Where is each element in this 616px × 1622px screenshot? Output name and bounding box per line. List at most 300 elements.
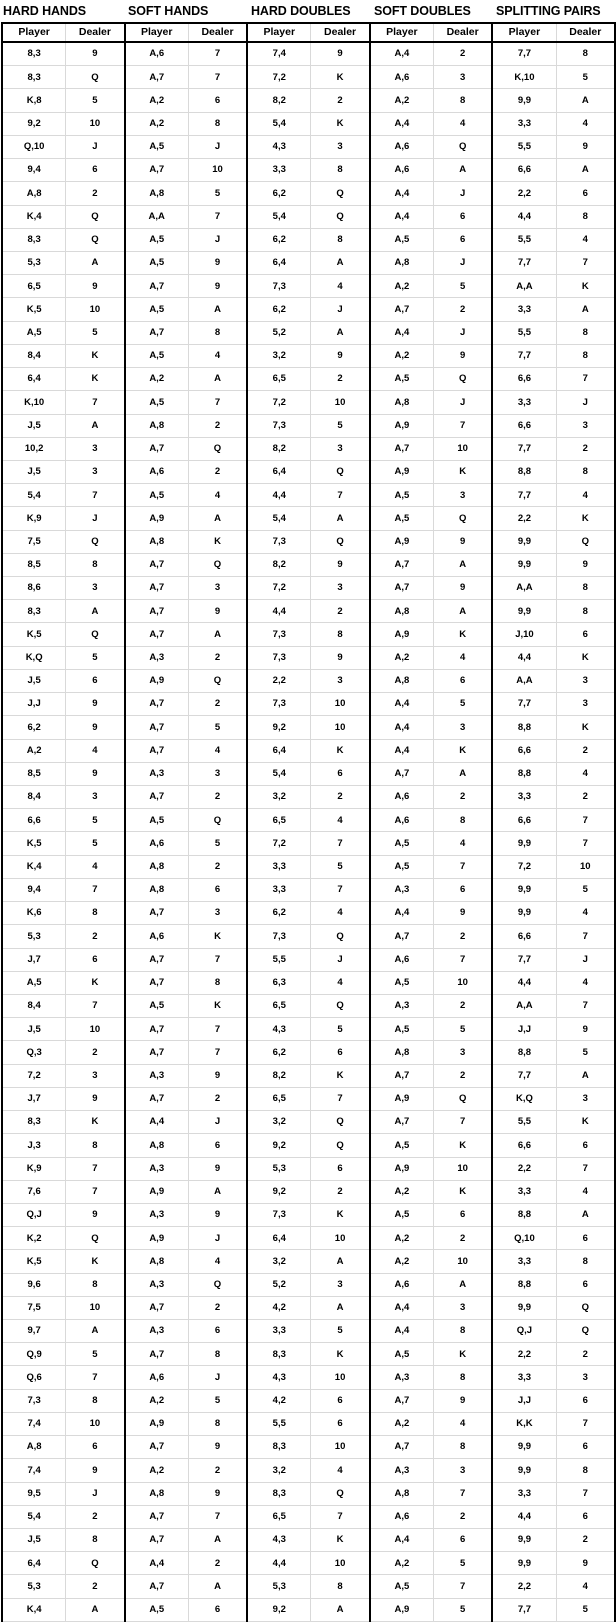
player-cell[interactable]: A,7 (370, 1111, 434, 1134)
player-cell[interactable]: 6,2 (2, 716, 66, 739)
player-cell[interactable]: A,9 (370, 530, 434, 553)
dealer-cell[interactable]: 10 (188, 159, 247, 182)
player-cell[interactable]: A,7 (125, 577, 189, 600)
dealer-cell[interactable]: 9 (66, 1459, 125, 1482)
player-cell[interactable]: A,7 (125, 739, 189, 762)
dealer-cell[interactable]: 7 (188, 42, 247, 66)
dealer-cell[interactable]: Q (66, 228, 125, 251)
player-cell[interactable]: 8,5 (2, 553, 66, 576)
player-cell[interactable]: 7,4 (2, 1459, 66, 1482)
dealer-cell[interactable]: 4 (188, 344, 247, 367)
dealer-cell[interactable]: 6 (556, 1227, 615, 1250)
player-cell[interactable]: 7,2 (247, 577, 311, 600)
dealer-cell[interactable]: 7 (311, 1505, 370, 1528)
dealer-cell[interactable]: 4 (556, 902, 615, 925)
dealer-cell[interactable]: 7 (311, 484, 370, 507)
dealer-cell[interactable]: Q (66, 530, 125, 553)
dealer-cell[interactable]: 3 (556, 693, 615, 716)
dealer-cell[interactable]: 6 (188, 1598, 247, 1621)
player-cell[interactable]: 5,5 (247, 1412, 311, 1435)
player-cell[interactable]: 9,2 (247, 1134, 311, 1157)
dealer-cell[interactable]: A (311, 1598, 370, 1621)
player-cell[interactable]: 8,8 (492, 1203, 556, 1226)
dealer-cell[interactable]: J (188, 1227, 247, 1250)
player-cell[interactable]: A,8 (2, 182, 66, 205)
player-cell[interactable]: 7,2 (247, 391, 311, 414)
dealer-cell[interactable]: 7 (556, 809, 615, 832)
player-cell[interactable]: 3,2 (247, 1250, 311, 1273)
player-cell[interactable]: A,5 (370, 1343, 434, 1366)
player-cell[interactable]: 7,7 (492, 437, 556, 460)
dealer-cell[interactable]: 2 (556, 1343, 615, 1366)
dealer-cell[interactable]: J (188, 1366, 247, 1389)
player-cell[interactable]: A,5 (125, 344, 189, 367)
dealer-cell[interactable]: K (556, 275, 615, 298)
player-header[interactable]: Player (2, 23, 66, 42)
player-cell[interactable]: 8,8 (492, 1041, 556, 1064)
dealer-cell[interactable]: 2 (66, 1575, 125, 1598)
dealer-cell[interactable]: 6 (434, 228, 493, 251)
player-cell[interactable]: 8,5 (2, 762, 66, 785)
player-cell[interactable]: A,4 (370, 1529, 434, 1552)
player-cell[interactable]: A,7 (125, 1087, 189, 1110)
dealer-cell[interactable]: Q (311, 530, 370, 553)
player-cell[interactable]: K,Q (2, 646, 66, 669)
dealer-cell[interactable]: 3 (556, 414, 615, 437)
player-cell[interactable]: 6,4 (2, 368, 66, 391)
dealer-cell[interactable]: 7 (188, 948, 247, 971)
player-cell[interactable]: A,7 (125, 1575, 189, 1598)
dealer-cell[interactable]: K (311, 1064, 370, 1087)
player-cell[interactable]: 9,9 (492, 1296, 556, 1319)
dealer-cell[interactable]: 8 (556, 460, 615, 483)
player-cell[interactable]: 8,3 (247, 1482, 311, 1505)
dealer-cell[interactable]: 4 (556, 112, 615, 135)
player-cell[interactable]: K,6 (2, 902, 66, 925)
player-cell[interactable]: A,9 (125, 507, 189, 530)
player-cell[interactable]: A,8 (125, 1250, 189, 1273)
dealer-cell[interactable]: 4 (188, 739, 247, 762)
dealer-cell[interactable]: 3 (188, 762, 247, 785)
dealer-cell[interactable]: 9 (556, 1018, 615, 1041)
player-cell[interactable]: 8,4 (2, 344, 66, 367)
dealer-cell[interactable]: 2 (66, 182, 125, 205)
player-cell[interactable]: A,7 (125, 971, 189, 994)
player-cell[interactable]: A,7 (125, 437, 189, 460)
player-cell[interactable]: 4,4 (247, 1552, 311, 1575)
player-cell[interactable]: 7,7 (492, 484, 556, 507)
dealer-cell[interactable]: 3 (66, 460, 125, 483)
dealer-cell[interactable]: 2 (188, 1552, 247, 1575)
player-cell[interactable]: 6,5 (247, 809, 311, 832)
dealer-cell[interactable]: K (556, 716, 615, 739)
player-cell[interactable]: A,8 (125, 855, 189, 878)
dealer-cell[interactable]: K (434, 1180, 493, 1203)
player-cell[interactable]: 4,2 (247, 1296, 311, 1319)
player-cell[interactable]: A,7 (370, 437, 434, 460)
dealer-cell[interactable]: 5 (311, 855, 370, 878)
player-cell[interactable]: A,A (125, 205, 189, 228)
player-cell[interactable]: A,4 (370, 112, 434, 135)
player-cell[interactable]: J,5 (2, 669, 66, 692)
dealer-cell[interactable]: 3 (188, 577, 247, 600)
dealer-cell[interactable]: 2 (434, 786, 493, 809)
dealer-cell[interactable]: 6 (311, 1412, 370, 1435)
dealer-cell[interactable]: K (556, 646, 615, 669)
dealer-cell[interactable]: 9 (556, 553, 615, 576)
dealer-cell[interactable]: 6 (434, 1529, 493, 1552)
player-cell[interactable]: J,J (492, 1018, 556, 1041)
dealer-cell[interactable]: A (311, 507, 370, 530)
player-cell[interactable]: A,5 (370, 228, 434, 251)
player-cell[interactable]: 7,5 (2, 1296, 66, 1319)
player-cell[interactable]: 3,3 (247, 159, 311, 182)
player-cell[interactable]: A,5 (370, 832, 434, 855)
player-cell[interactable]: K,4 (2, 1598, 66, 1621)
dealer-cell[interactable]: 3 (66, 786, 125, 809)
dealer-cell[interactable]: 10 (434, 971, 493, 994)
player-cell[interactable]: 6,2 (247, 298, 311, 321)
dealer-cell[interactable]: 5 (66, 321, 125, 344)
player-cell[interactable]: A,5 (370, 1018, 434, 1041)
player-cell[interactable]: Q,J (492, 1320, 556, 1343)
player-cell[interactable]: 5,3 (2, 925, 66, 948)
dealer-cell[interactable]: Q (311, 925, 370, 948)
player-cell[interactable]: 7,3 (247, 275, 311, 298)
dealer-cell[interactable]: 4 (434, 646, 493, 669)
player-cell[interactable]: A,8 (125, 1482, 189, 1505)
player-cell[interactable]: A,3 (125, 1320, 189, 1343)
dealer-cell[interactable]: Q (311, 460, 370, 483)
player-cell[interactable]: 5,3 (2, 251, 66, 274)
dealer-cell[interactable]: 4 (556, 971, 615, 994)
dealer-cell[interactable]: 2 (311, 368, 370, 391)
dealer-cell[interactable]: 10 (311, 1552, 370, 1575)
player-cell[interactable]: A,7 (125, 1529, 189, 1552)
dealer-cell[interactable]: 2 (311, 600, 370, 623)
player-cell[interactable]: 3,3 (247, 1320, 311, 1343)
dealer-cell[interactable]: A (556, 159, 615, 182)
player-cell[interactable]: 4,4 (492, 971, 556, 994)
dealer-cell[interactable]: 7 (556, 1157, 615, 1180)
player-cell[interactable]: A,8 (2, 1436, 66, 1459)
dealer-cell[interactable]: 8 (311, 228, 370, 251)
dealer-cell[interactable]: 2 (434, 994, 493, 1017)
dealer-cell[interactable]: J (434, 391, 493, 414)
player-cell[interactable]: 9,9 (492, 878, 556, 901)
player-cell[interactable]: 9,5 (2, 1482, 66, 1505)
player-cell[interactable]: J,J (492, 1389, 556, 1412)
dealer-cell[interactable]: Q (66, 623, 125, 646)
player-cell[interactable]: J,7 (2, 948, 66, 971)
dealer-cell[interactable]: K (188, 925, 247, 948)
player-cell[interactable]: 9,9 (492, 1552, 556, 1575)
dealer-cell[interactable]: 5 (556, 1598, 615, 1621)
dealer-cell[interactable]: 2 (311, 786, 370, 809)
player-cell[interactable]: 2,2 (247, 669, 311, 692)
dealer-cell[interactable]: 5 (556, 1041, 615, 1064)
player-cell[interactable]: A,6 (125, 925, 189, 948)
dealer-cell[interactable]: K (66, 368, 125, 391)
player-cell[interactable]: 9,9 (492, 530, 556, 553)
player-cell[interactable]: A,7 (370, 1064, 434, 1087)
player-cell[interactable]: 6,6 (492, 925, 556, 948)
player-cell[interactable]: A,7 (125, 716, 189, 739)
player-cell[interactable]: 8,8 (492, 1273, 556, 1296)
player-header[interactable]: Player (370, 23, 434, 42)
dealer-cell[interactable]: 7 (556, 1482, 615, 1505)
player-cell[interactable]: A,5 (370, 1134, 434, 1157)
player-header[interactable]: Player (247, 23, 311, 42)
dealer-cell[interactable]: 2 (311, 89, 370, 112)
dealer-cell[interactable]: 7 (311, 1087, 370, 1110)
player-cell[interactable]: 8,3 (247, 1343, 311, 1366)
dealer-cell[interactable]: 2 (66, 1505, 125, 1528)
player-cell[interactable]: 7,4 (247, 42, 311, 66)
player-cell[interactable]: 8,3 (2, 42, 66, 66)
dealer-cell[interactable]: J (434, 251, 493, 274)
dealer-cell[interactable]: Q (434, 135, 493, 158)
dealer-cell[interactable]: 8 (188, 1412, 247, 1435)
dealer-cell[interactable]: 6 (556, 1389, 615, 1412)
dealer-cell[interactable]: J (311, 948, 370, 971)
dealer-cell[interactable]: 5 (434, 275, 493, 298)
dealer-cell[interactable]: K (556, 1111, 615, 1134)
dealer-cell[interactable]: 8 (66, 1529, 125, 1552)
dealer-cell[interactable]: Q (66, 66, 125, 89)
player-cell[interactable]: A,7 (125, 1041, 189, 1064)
dealer-cell[interactable]: A (66, 600, 125, 623)
player-cell[interactable]: A,4 (370, 205, 434, 228)
player-cell[interactable]: 8,8 (492, 460, 556, 483)
dealer-cell[interactable]: 2 (556, 1529, 615, 1552)
dealer-header[interactable]: Dealer (434, 23, 493, 42)
dealer-cell[interactable]: 2 (188, 1087, 247, 1110)
player-cell[interactable]: 8,3 (2, 228, 66, 251)
player-cell[interactable]: A,8 (370, 669, 434, 692)
dealer-cell[interactable]: 4 (66, 855, 125, 878)
dealer-cell[interactable]: 4 (188, 484, 247, 507)
dealer-cell[interactable]: 2 (556, 437, 615, 460)
dealer-cell[interactable]: 8 (434, 1436, 493, 1459)
player-cell[interactable]: 6,5 (247, 994, 311, 1017)
player-cell[interactable]: A,3 (125, 1273, 189, 1296)
player-cell[interactable]: 5,3 (247, 1575, 311, 1598)
dealer-cell[interactable]: K (434, 1134, 493, 1157)
player-cell[interactable]: 2,2 (492, 182, 556, 205)
player-cell[interactable]: A,3 (370, 878, 434, 901)
dealer-cell[interactable]: 4 (188, 1250, 247, 1273)
dealer-cell[interactable]: 6 (556, 1436, 615, 1459)
player-cell[interactable]: A,8 (125, 530, 189, 553)
dealer-cell[interactable]: 8 (311, 1575, 370, 1598)
dealer-cell[interactable]: 2 (188, 855, 247, 878)
player-cell[interactable]: Q,3 (2, 1041, 66, 1064)
player-cell[interactable]: 2,2 (492, 1575, 556, 1598)
player-cell[interactable]: 4,4 (492, 646, 556, 669)
player-cell[interactable]: A,9 (370, 1598, 434, 1621)
player-cell[interactable]: K,10 (2, 391, 66, 414)
dealer-cell[interactable]: K (311, 1529, 370, 1552)
dealer-cell[interactable]: 9 (188, 1482, 247, 1505)
dealer-cell[interactable]: 8 (434, 1320, 493, 1343)
dealer-cell[interactable]: 8 (556, 42, 615, 66)
dealer-header[interactable]: Dealer (311, 23, 370, 42)
player-cell[interactable]: A,9 (370, 1157, 434, 1180)
player-cell[interactable]: 7,3 (247, 530, 311, 553)
player-cell[interactable]: A,8 (370, 600, 434, 623)
player-cell[interactable]: K,8 (2, 89, 66, 112)
player-cell[interactable]: 7,2 (2, 1064, 66, 1087)
dealer-cell[interactable]: 7 (66, 1157, 125, 1180)
dealer-cell[interactable]: K (311, 739, 370, 762)
dealer-cell[interactable]: Q (311, 1134, 370, 1157)
player-cell[interactable]: A,8 (125, 414, 189, 437)
player-cell[interactable]: A,7 (370, 1436, 434, 1459)
dealer-cell[interactable]: 9 (434, 1389, 493, 1412)
player-cell[interactable]: A,7 (370, 298, 434, 321)
player-cell[interactable]: J,J (2, 693, 66, 716)
player-cell[interactable]: A,2 (370, 1180, 434, 1203)
dealer-cell[interactable]: 2 (556, 786, 615, 809)
dealer-cell[interactable]: 6 (556, 182, 615, 205)
player-cell[interactable]: 4,4 (492, 205, 556, 228)
dealer-cell[interactable]: Q (188, 1273, 247, 1296)
player-header[interactable]: Player (125, 23, 189, 42)
dealer-cell[interactable]: Q (66, 1552, 125, 1575)
player-cell[interactable]: A,6 (125, 42, 189, 66)
dealer-cell[interactable]: 10 (556, 855, 615, 878)
dealer-cell[interactable]: 7 (434, 948, 493, 971)
dealer-cell[interactable]: 4 (556, 1180, 615, 1203)
dealer-cell[interactable]: K (434, 623, 493, 646)
dealer-cell[interactable]: 2 (188, 786, 247, 809)
dealer-cell[interactable]: 7 (556, 1412, 615, 1435)
dealer-cell[interactable]: 9 (66, 1203, 125, 1226)
player-cell[interactable]: 9,6 (2, 1273, 66, 1296)
dealer-cell[interactable]: 3 (434, 66, 493, 89)
dealer-cell[interactable]: 3 (66, 1064, 125, 1087)
player-cell[interactable]: 7,3 (2, 1389, 66, 1412)
dealer-cell[interactable]: 7 (66, 994, 125, 1017)
dealer-cell[interactable]: 5 (434, 1018, 493, 1041)
player-cell[interactable]: 6,5 (2, 275, 66, 298)
player-cell[interactable]: 4,4 (492, 1505, 556, 1528)
player-cell[interactable]: 3,3 (492, 391, 556, 414)
player-cell[interactable]: 6,4 (247, 460, 311, 483)
player-cell[interactable]: 3,3 (492, 1250, 556, 1273)
player-cell[interactable]: 7,7 (492, 1598, 556, 1621)
player-cell[interactable]: A,4 (370, 902, 434, 925)
dealer-cell[interactable]: 9 (188, 1157, 247, 1180)
player-cell[interactable]: 3,3 (247, 878, 311, 901)
player-cell[interactable]: A,4 (125, 1111, 189, 1134)
dealer-cell[interactable]: 2 (188, 414, 247, 437)
player-cell[interactable]: 6,6 (2, 809, 66, 832)
dealer-cell[interactable]: 10 (66, 1412, 125, 1435)
dealer-cell[interactable]: 3 (434, 1296, 493, 1319)
player-cell[interactable]: 7,3 (247, 925, 311, 948)
dealer-cell[interactable]: 7 (434, 855, 493, 878)
dealer-cell[interactable]: 5 (188, 1389, 247, 1412)
player-cell[interactable]: 6,2 (247, 182, 311, 205)
dealer-cell[interactable]: A (188, 368, 247, 391)
player-cell[interactable]: 8,2 (247, 553, 311, 576)
dealer-cell[interactable]: 3 (434, 484, 493, 507)
player-cell[interactable]: 7,5 (2, 530, 66, 553)
player-cell[interactable]: A,5 (125, 994, 189, 1017)
dealer-cell[interactable]: 3 (188, 902, 247, 925)
player-cell[interactable]: K,5 (2, 623, 66, 646)
player-cell[interactable]: A,2 (125, 368, 189, 391)
dealer-cell[interactable]: 9 (311, 646, 370, 669)
dealer-cell[interactable]: 7 (188, 1018, 247, 1041)
player-cell[interactable]: Q,10 (2, 135, 66, 158)
dealer-cell[interactable]: K (188, 530, 247, 553)
dealer-cell[interactable]: 7 (188, 391, 247, 414)
dealer-cell[interactable]: A (434, 159, 493, 182)
dealer-cell[interactable]: 10 (434, 437, 493, 460)
player-cell[interactable]: A,6 (370, 1273, 434, 1296)
dealer-cell[interactable]: 2 (434, 1227, 493, 1250)
dealer-cell[interactable]: 5 (434, 1598, 493, 1621)
dealer-cell[interactable]: Q (556, 530, 615, 553)
dealer-cell[interactable]: 3 (556, 669, 615, 692)
player-cell[interactable]: A,5 (370, 507, 434, 530)
player-header[interactable]: Player (492, 23, 556, 42)
dealer-cell[interactable]: 3 (311, 437, 370, 460)
player-cell[interactable]: A,9 (370, 414, 434, 437)
dealer-cell[interactable]: 8 (556, 1250, 615, 1273)
player-cell[interactable]: 3,3 (492, 112, 556, 135)
dealer-cell[interactable]: 6 (434, 669, 493, 692)
player-cell[interactable]: 9,9 (492, 600, 556, 623)
player-cell[interactable]: A,9 (125, 1180, 189, 1203)
dealer-header[interactable]: Dealer (556, 23, 615, 42)
player-cell[interactable]: 6,4 (247, 739, 311, 762)
dealer-cell[interactable]: J (434, 321, 493, 344)
player-cell[interactable]: 2,2 (492, 1343, 556, 1366)
player-cell[interactable]: A,7 (125, 553, 189, 576)
player-cell[interactable]: A,4 (370, 693, 434, 716)
dealer-cell[interactable]: K (188, 994, 247, 1017)
dealer-cell[interactable]: 8 (556, 344, 615, 367)
dealer-cell[interactable]: J (188, 1111, 247, 1134)
player-cell[interactable]: A,5 (125, 484, 189, 507)
dealer-cell[interactable]: 9 (188, 251, 247, 274)
player-cell[interactable]: A,3 (125, 1203, 189, 1226)
dealer-cell[interactable]: J (66, 507, 125, 530)
dealer-cell[interactable]: J (66, 1482, 125, 1505)
player-cell[interactable]: 3,2 (247, 344, 311, 367)
dealer-cell[interactable]: 4 (311, 1459, 370, 1482)
player-cell[interactable]: A,5 (125, 809, 189, 832)
dealer-cell[interactable]: 6 (188, 1134, 247, 1157)
player-cell[interactable]: 9,2 (247, 1598, 311, 1621)
dealer-cell[interactable]: 9 (188, 275, 247, 298)
dealer-cell[interactable]: 8 (188, 112, 247, 135)
player-cell[interactable]: 8,8 (492, 762, 556, 785)
player-cell[interactable]: A,6 (370, 1505, 434, 1528)
player-cell[interactable]: K,Q (492, 1087, 556, 1110)
player-cell[interactable]: 7,2 (492, 855, 556, 878)
dealer-cell[interactable]: 5 (66, 89, 125, 112)
dealer-cell[interactable]: 10 (434, 1250, 493, 1273)
player-cell[interactable]: 6,2 (247, 902, 311, 925)
dealer-cell[interactable]: Q (66, 205, 125, 228)
player-cell[interactable]: 6,6 (492, 159, 556, 182)
dealer-cell[interactable]: A (188, 1529, 247, 1552)
